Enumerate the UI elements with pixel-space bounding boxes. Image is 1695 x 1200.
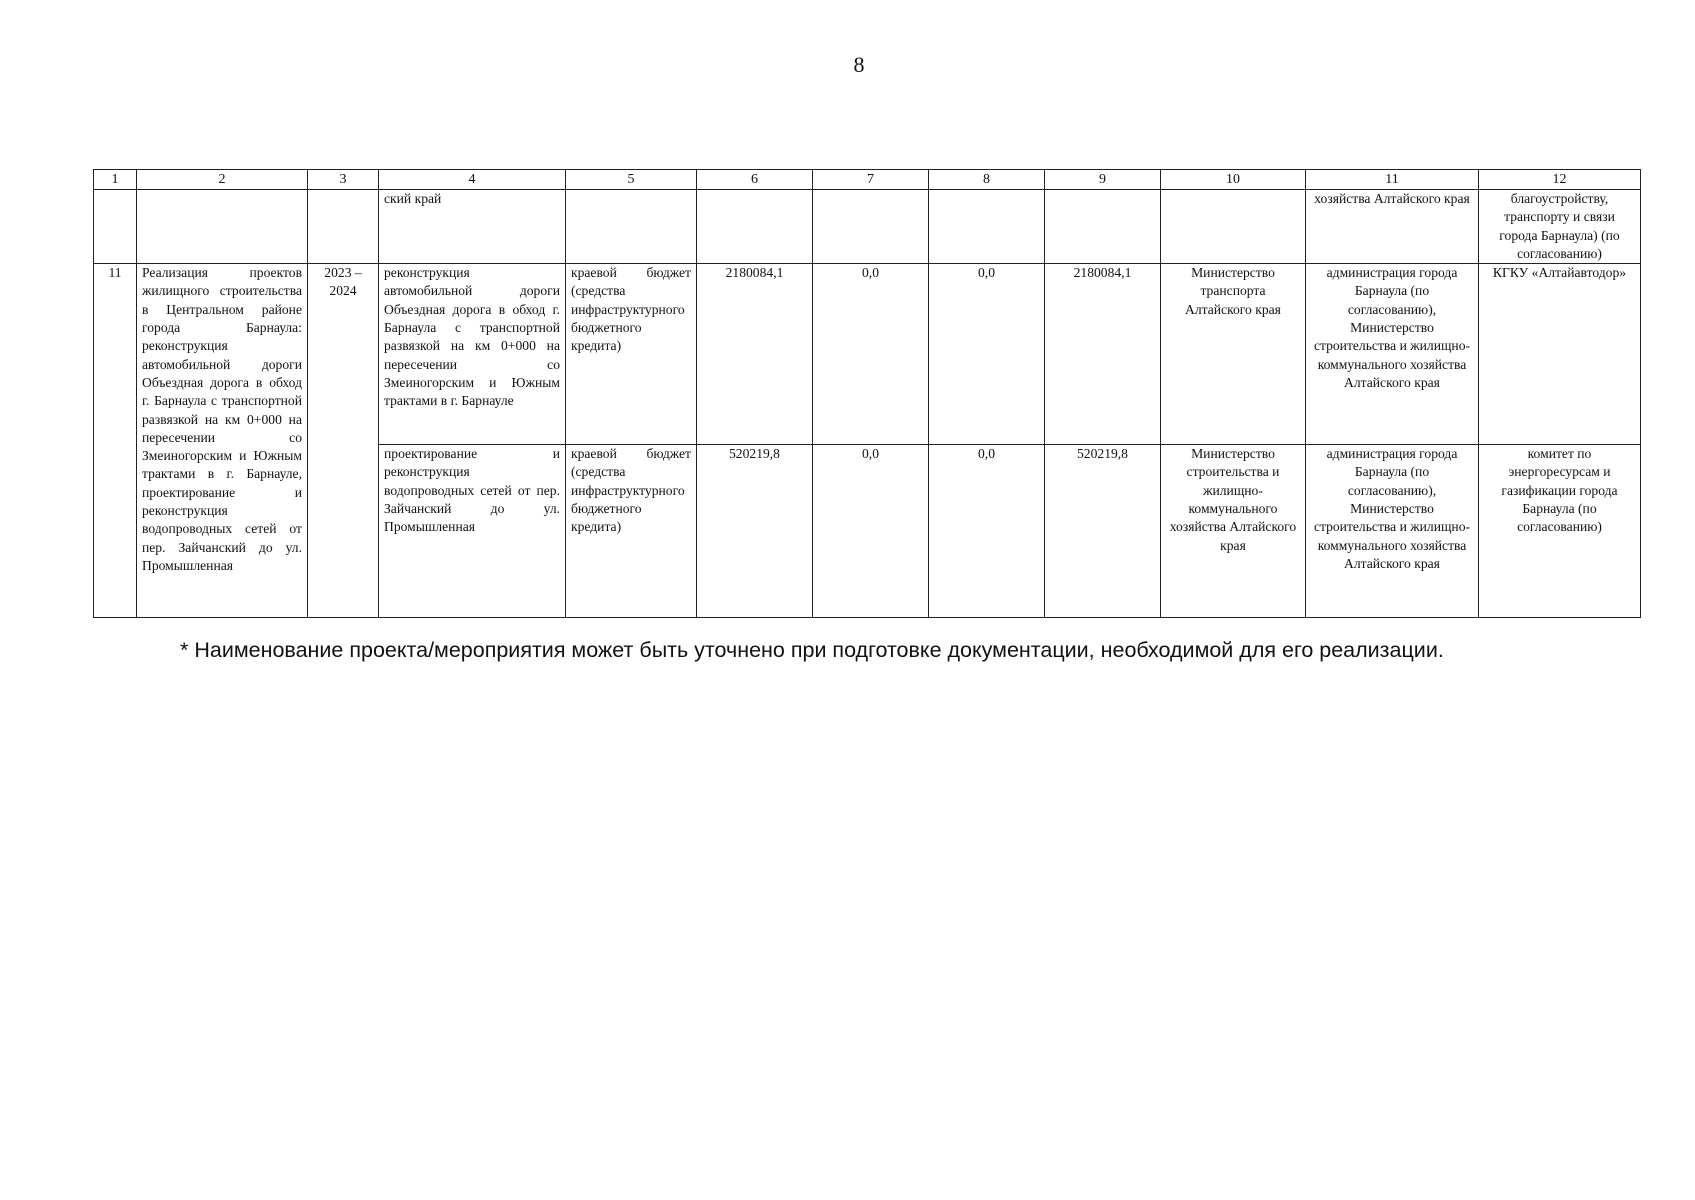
program-table: [93, 169, 1641, 618]
coexecutor-cell: администрация города Барнаула (по согласованию), Министерство строительства и жилищно-коммунального хозяйства Алтайского края: [1306, 445, 1479, 618]
column-header: 1: [94, 170, 137, 190]
column-number-row: [94, 170, 1641, 190]
table-row: [94, 264, 1641, 445]
participant-cell: комитет по энергоресурсам и газификации города Барнаула (по согласованию): [1479, 445, 1641, 618]
responsible-executor-cell: Министерство транспорта Алтайского края: [1161, 264, 1306, 445]
column-header: 2: [137, 170, 308, 190]
column-header: 4: [379, 170, 566, 190]
column-header: 7: [813, 170, 929, 190]
amount-cell: 0,0: [929, 264, 1045, 445]
total-amount-cell: 2180084,1: [697, 264, 813, 445]
coexecutor-cell: администрация города Барнаула (по согласованию), Министерство строительства и жилищно-коммунального хозяйства Алтайского края: [1306, 264, 1479, 445]
years-cell: 2023 – 2024: [308, 264, 379, 618]
footnote: * Наименование проекта/мероприятия может быть уточнено при подготовке документации, необходимой для его реализации.: [180, 638, 1444, 662]
column-header: 3: [308, 170, 379, 190]
activity-cell: проектирование и реконструкция водопроводных сетей от пер. Зайчанский до ул. Промышленная: [379, 445, 566, 618]
column-header: 10: [1161, 170, 1306, 190]
amount-cell: 0,0: [813, 264, 929, 445]
amount-cell: 520219,8: [1045, 445, 1161, 618]
amount-cell: 0,0: [813, 445, 929, 618]
amount-cell: 0,0: [929, 445, 1045, 618]
responsible-executor-cell: Министерство строительства и жилищно-коммунального хозяйства Алтайского края: [1161, 445, 1306, 618]
participant-cell: КГКУ «Алтайавтодор»: [1479, 264, 1641, 445]
column-header: 8: [929, 170, 1045, 190]
activity-cell: реконструкция автомобильной дороги Объездная дорога в обход г. Барнаула с транспортной развязкой на км 0+000 на пересечении со Змеиногорским и Южным трактами в г. Барнауле: [379, 264, 566, 445]
total-amount-cell: 520219,8: [697, 445, 813, 618]
continuation-row: [94, 190, 1641, 264]
funding-source-cell: краевой бюджет (средства инфраструктурного бюджетного кредита): [566, 445, 697, 618]
column-header: 9: [1045, 170, 1161, 190]
page-number: 8: [853, 52, 865, 77]
amount-cell: 2180084,1: [1045, 264, 1161, 445]
funding-source-cell: краевой бюджет (средства инфраструктурного бюджетного кредита): [566, 264, 697, 445]
column-header: 11: [1306, 170, 1479, 190]
project-name-cell: Реализация проектов жилищного строительства в Центральном районе города Барнаула: реконструкция автомобильной дороги Объездная дорога в обход г. Барнаула с транспортной развязкой на км 0+000 на пересечении со Змеиногорским и Южным трактами в г. Барнауле, проектирование и реконструкция водопроводных сетей от пер. Зайчанский до ул. Промышленная: [137, 264, 308, 618]
column-header: 12: [1479, 170, 1641, 190]
item-number: 11: [94, 264, 137, 618]
column-header: 6: [697, 170, 813, 190]
participant-cell: благоустройству, транспорту и связи города Барнаула) (по согласованию): [1479, 190, 1641, 264]
column-header: 5: [566, 170, 697, 190]
coexecutor-cell: хозяйства Алтайского края: [1306, 190, 1479, 264]
activity-cell: ский край: [379, 190, 566, 264]
